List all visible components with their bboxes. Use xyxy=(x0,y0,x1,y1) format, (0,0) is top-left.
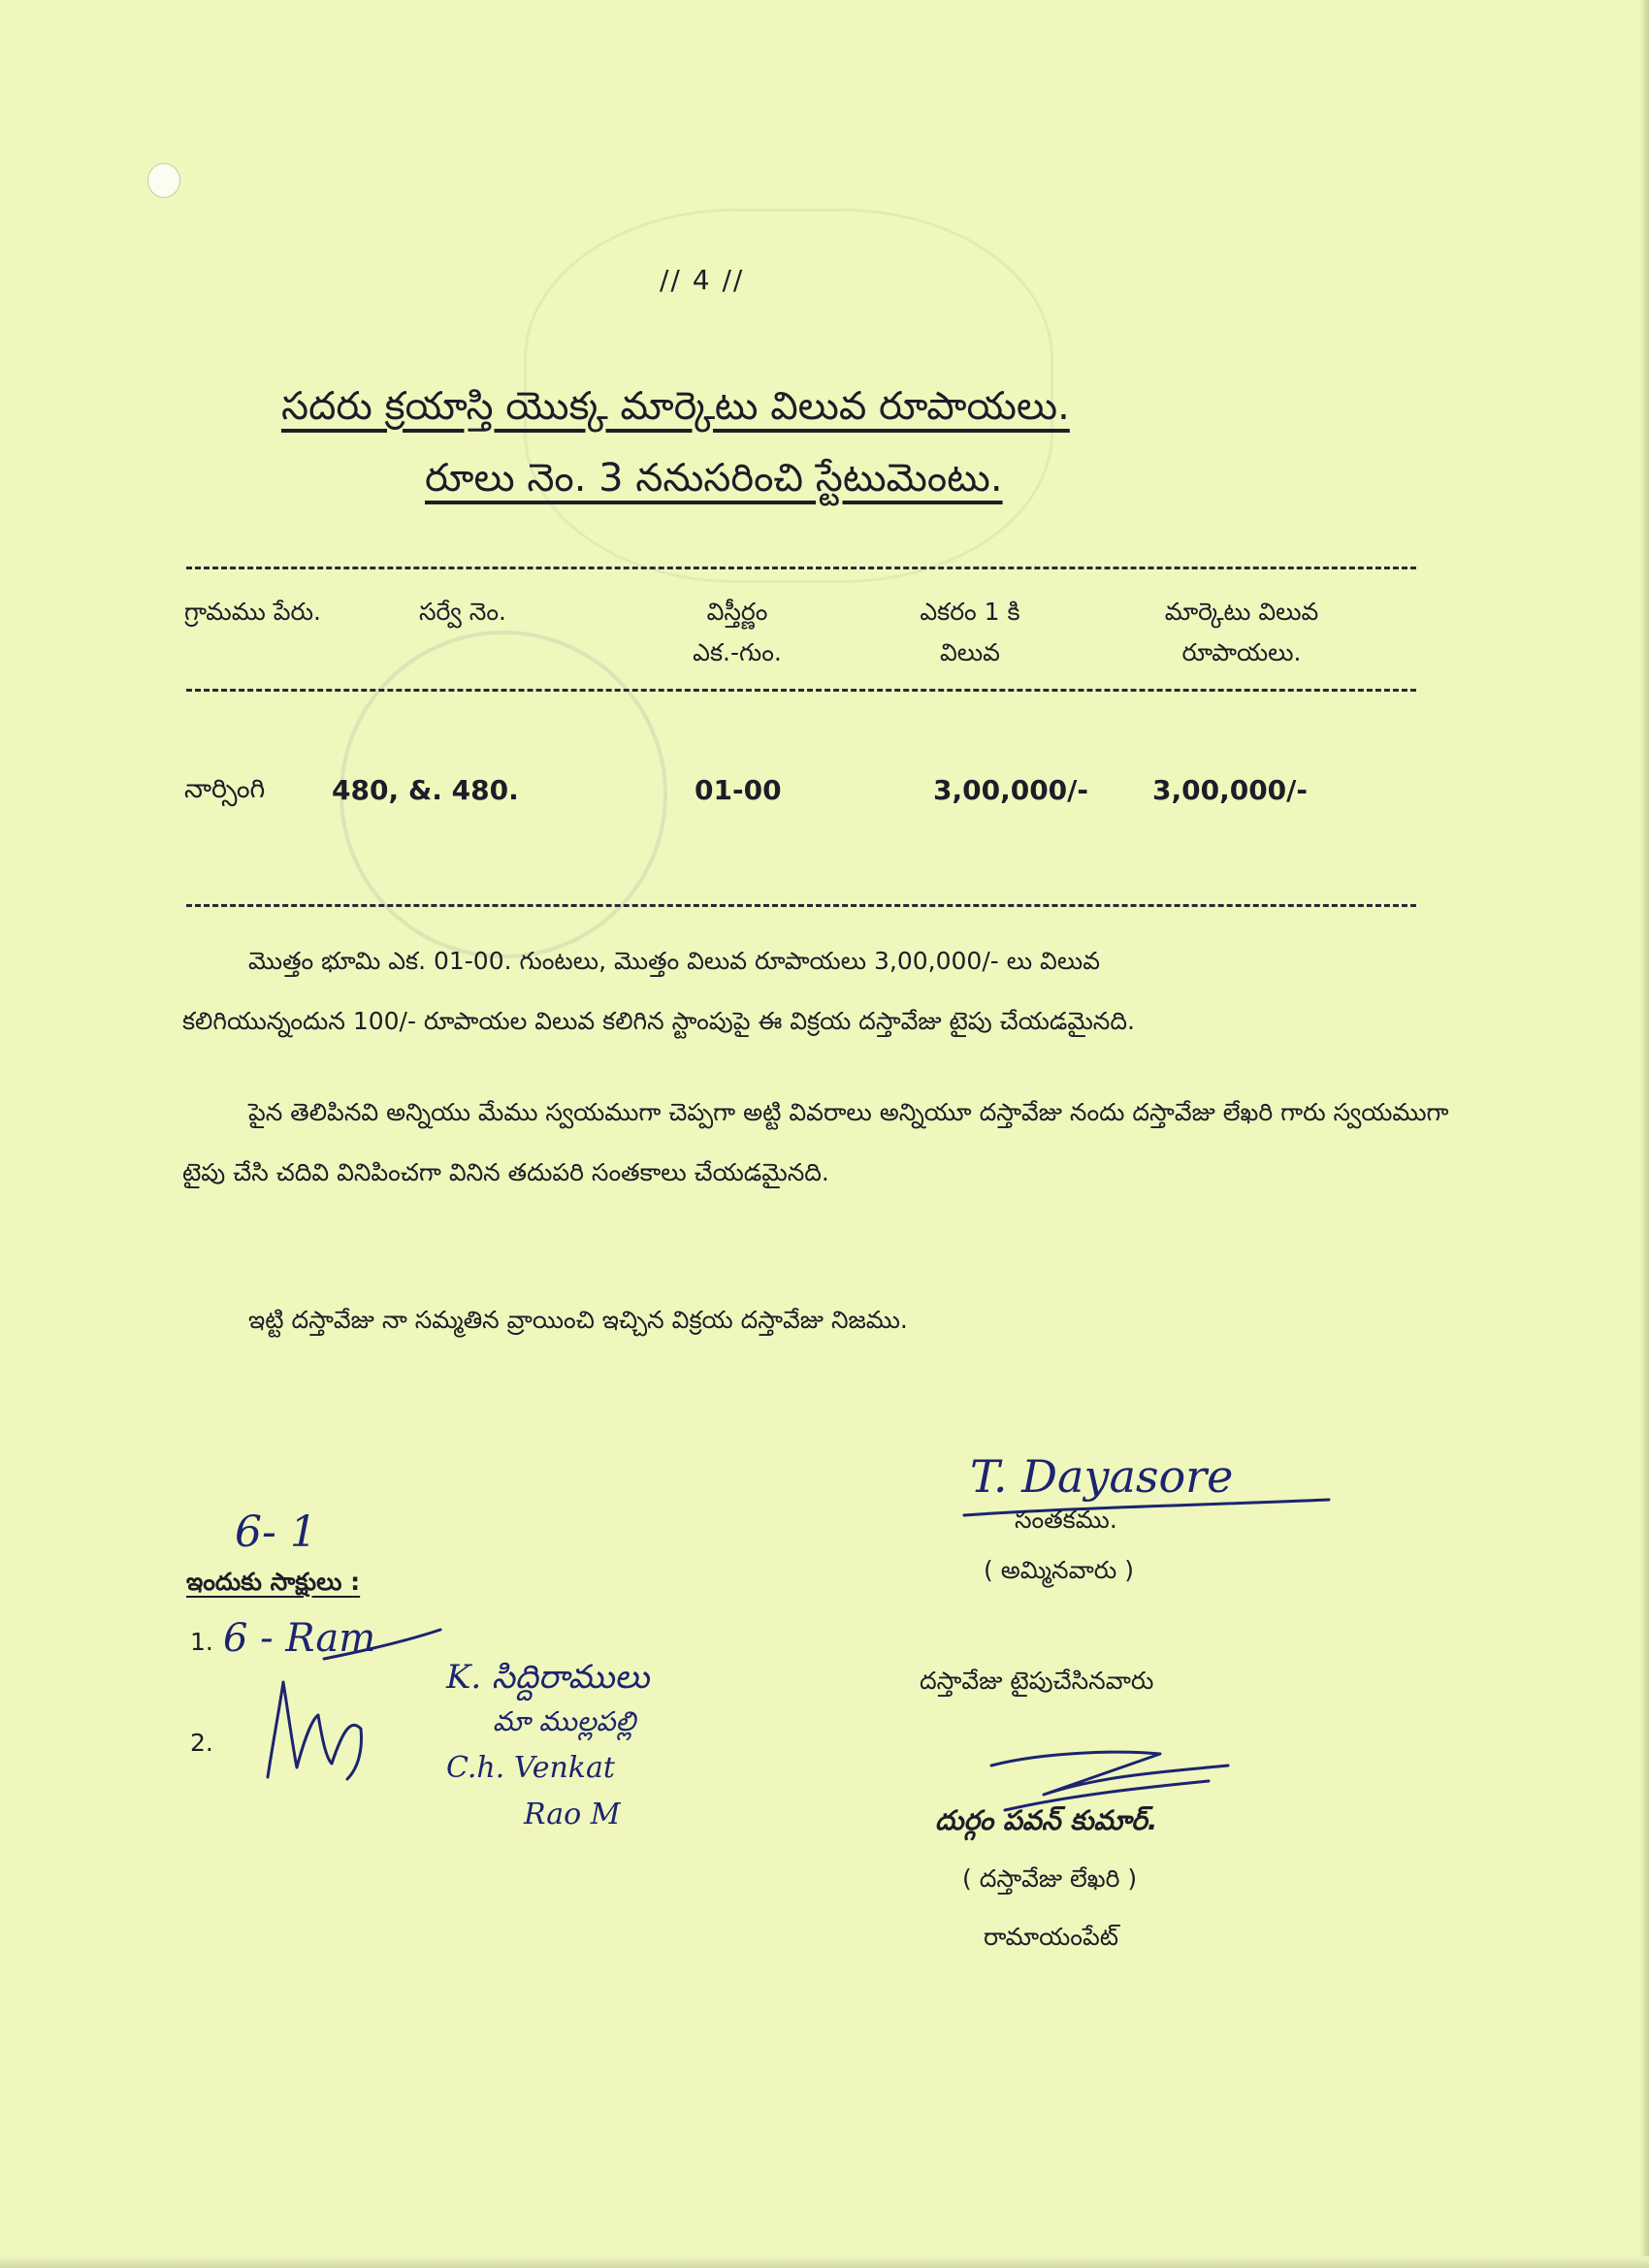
paragraph-declaration: పైన తెలిపినవి అన్నియు మేము స్వయముగా చెప్పగా అట్టి వివరాలు అన్నియూ దస్తావేజు నందు దస్తావేజు లేఖరి గారు స్వయముగా టైపు చేసి చదివి వినిపించగా వినిన తదుపరి సంతకాలు చేయడమైనది. xyxy=(182,1098,1449,1186)
paragraph-total-value-line1: మొత్తం భూమి ఎక. 01-00. గుంటలు, మొత్తం విలువ రూపాయలు 3,00,000/- లు విలువ xyxy=(248,947,1100,975)
header-market-value xyxy=(1125,592,1358,673)
cell-per-acre: 3,00,000/- xyxy=(933,774,1089,806)
page-number: // 4 // xyxy=(660,264,745,296)
punch-hole xyxy=(147,163,180,198)
table-top-rule xyxy=(186,567,1416,569)
writer-role: ( దస్తావేజు లేఖరి ) xyxy=(962,1864,1138,1893)
table-bottom-rule xyxy=(186,904,1416,907)
cell-market-value: 3,00,000/- xyxy=(1152,774,1309,806)
witness-1-signature xyxy=(217,1601,450,1678)
header-per-acre-label: ఎకరం 1 కి xyxy=(920,598,1020,626)
document-title: సదరు క్రయాస్తి యొక్క మార్కెటు విలువ రూపాయలు. xyxy=(281,384,1070,429)
header-market-value-label: మార్కెటు విలువ xyxy=(1164,598,1319,626)
witness-2-name: K. సిద్దిరాములు xyxy=(446,1658,650,1697)
witness-2-stroke xyxy=(268,1682,361,1779)
signature-label: సంతకము. xyxy=(1015,1506,1117,1534)
cell-extent: 01-00 xyxy=(695,774,782,806)
header-extent xyxy=(650,592,824,673)
serial-mark xyxy=(229,1496,365,1564)
witness-1-number: 1. xyxy=(190,1628,213,1656)
witness-2-number: 2. xyxy=(190,1729,213,1757)
document-subtitle: రూలు నెం. 3 ననుసరించి స్టేటుమెంటు. xyxy=(425,456,1003,501)
paper-edge-right xyxy=(1639,0,1649,2268)
writer-place: రామాయంపేట్ xyxy=(984,1923,1119,1951)
witness-2-signature xyxy=(254,1670,390,1797)
witness-2-address: మా ముల్లపల్లి xyxy=(493,1705,636,1737)
seller-role: ( అమ్మినవారు ) xyxy=(984,1556,1134,1584)
seller-signature-text: T. Dayasore xyxy=(970,1450,1234,1503)
paper-edge-bottom xyxy=(0,2256,1649,2268)
witness-2-second-surname: Rao M xyxy=(524,1798,621,1831)
header-survey: సర్వే నెం. xyxy=(419,598,506,626)
table-header-rule xyxy=(186,689,1416,692)
header-village: గ్రామము పేరు. xyxy=(184,598,321,626)
writer-signature-stroke xyxy=(991,1752,1228,1810)
cell-village: నార్సింగి xyxy=(184,774,266,804)
typed-by-label: దస్తావేజు టైపుచేసినవారు xyxy=(920,1667,1154,1695)
header-extent-label: విస్తీర్ణం xyxy=(706,598,768,626)
witnesses-heading: ఇందుకు సాక్షులు : xyxy=(186,1568,361,1596)
writer-name: దుర్గం పవన్ కుమార్. xyxy=(935,1804,1158,1836)
witness-details-handwriting xyxy=(438,1649,904,1843)
paragraph-total-value xyxy=(182,931,1463,1052)
paragraph-total-value-line2: కలిగియున్నందున 100/- రూపాయల విలువ కలిగిన స్టాంపుపై ఈ విక్రయ దస్తావేజు టైపు చేయడమైనది. xyxy=(182,1007,1135,1035)
header-per-acre-value: విలువ xyxy=(940,638,1000,666)
header-market-value-unit: రూపాయలు. xyxy=(1181,638,1302,666)
serial-mark-text: 6- 1 xyxy=(235,1507,317,1557)
header-per-acre xyxy=(873,592,1067,673)
paragraph-affirmation: ఇట్టి దస్తావేజు నా సమ్మతిన వ్రాయించి ఇచ్చిన విక్రయ దస్తావేజు నిజము. xyxy=(248,1306,908,1334)
header-extent-unit: ఎక.-గుం. xyxy=(693,638,782,666)
witness-2-second-name: C.h. Venkat xyxy=(446,1751,615,1785)
witness-1-signature-text: 6 - Ram xyxy=(223,1616,376,1661)
cell-survey: 480, &. 480. xyxy=(332,774,519,806)
